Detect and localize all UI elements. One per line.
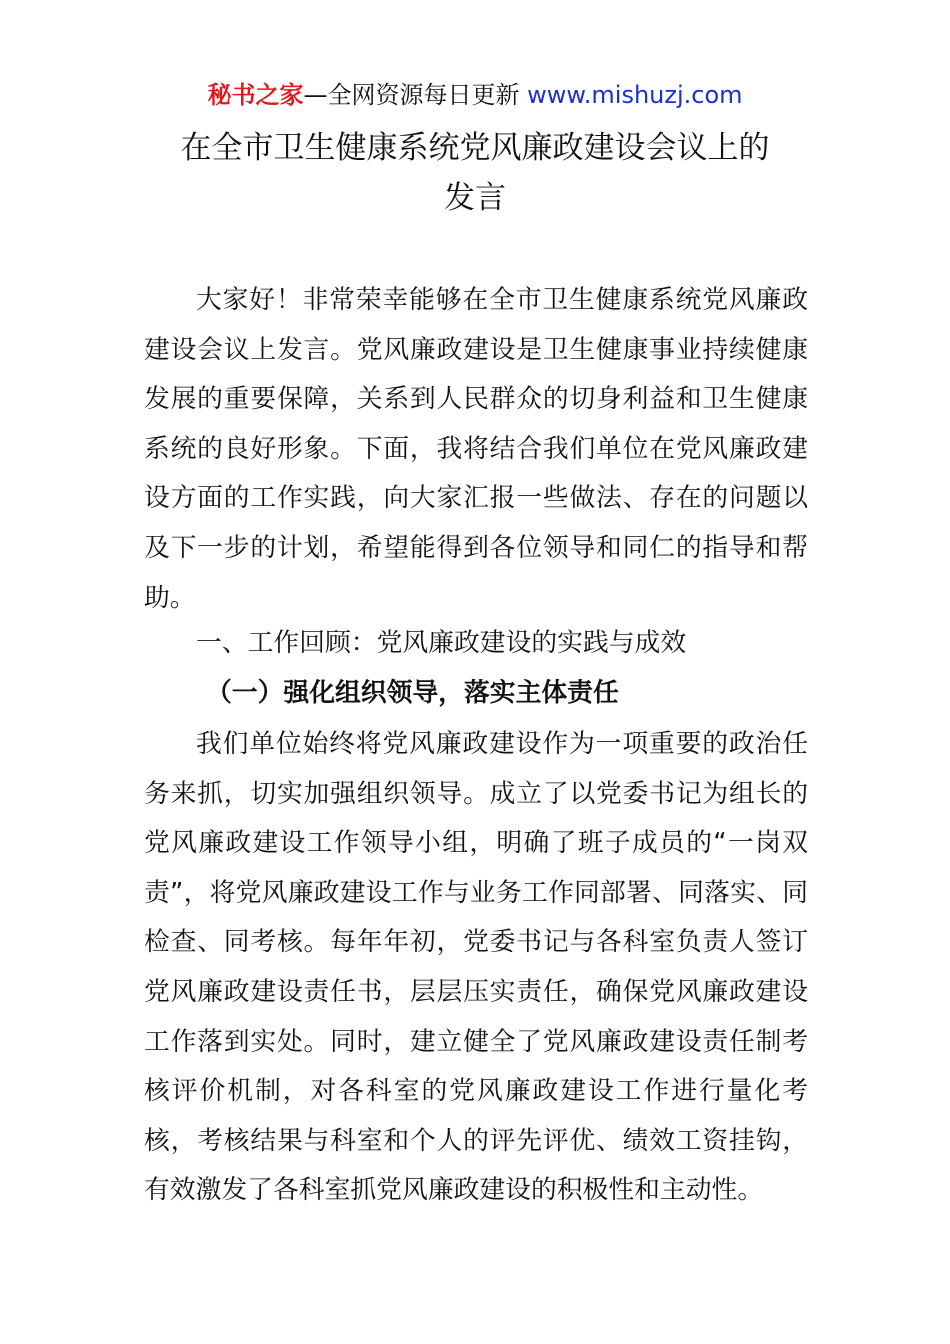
subsection-paragraph-block <box>144 720 808 1216</box>
document-title-line-2: 发言 <box>444 180 506 216</box>
subsection-heading: （一）强化组织领导，落实主体责任 <box>206 678 619 708</box>
intro-paragraph: 大家好！非常荣幸能够在全市卫生健康系统党风廉政建设会议上发言。党风廉政建设是卫生健康事业持续健康发展的重要保障，关系到人民群众的切身利益和卫生健康系统的良好形象。下面，我将结合我们单位在党风廉政建设方面的工作实践，向大家汇报一些做法、存在的问题以及下一步的计划，希望能得到各位领导和同仁的指导和帮助。 <box>144 285 808 613</box>
site-url-link[interactable]: www.mishuzj.com <box>527 81 743 109</box>
intro-paragraph-block <box>144 276 808 623</box>
subsection-paragraph: 我们单位始终将党风廉政建设作为一项重要的政治任务来抓，切实加强组织领导。成立了以党委书记为组长的党风廉政建设工作领导小组，明确了班子成员的“一岗双责”，将党风廉政建设工作与业务工作同部署、同落实、同检查、同考核。每年年初，党委书记与各科室负责人签订党风廉政建设责任书，层层压实责任，确保党风廉政建设工作落到实处。同时，建立健全了党风廉政建设责任制考核评价机制，对各科室的党风廉政建设工作进行量化考核，考核结果与科室和个人的评先评优、绩效工资挂钩，有效激发了各科室抓党风廉政建设的积极性和主动性。 <box>144 729 808 1206</box>
site-brand: 秘书之家 <box>207 81 304 109</box>
document-title-line-1: 在全市卫生健康系统党风廉政建设会议上的 <box>180 130 770 166</box>
site-header <box>0 78 950 112</box>
section-heading: 一、工作回顾：党风廉政建设的实践与成效 <box>196 628 687 658</box>
site-tagline: —全网资源每日更新 <box>303 81 528 109</box>
